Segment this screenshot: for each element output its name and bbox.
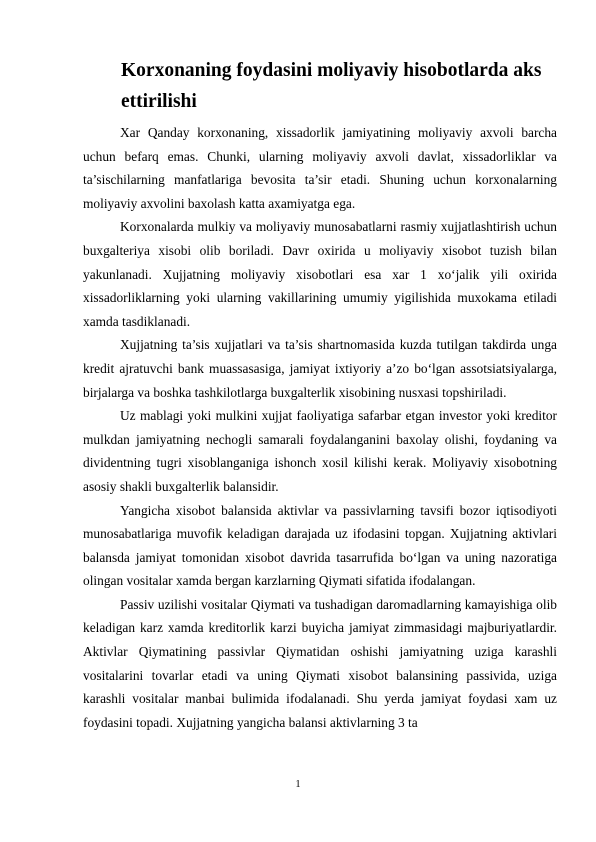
- paragraph-4: Uz mablagi yoki mulkini xujjat faoliyatiga safarbar etgan investor yoki kreditor mulkdan jamiyatning nechogli samarali foydalanganini baxolay olishi, foydaning va dividentning tugri xisoblanganiga ishonch xosil kilishi kerak. Moliyaviy xisobotning asosiy shakli buxgalterlik balansidir.: [83, 408, 557, 494]
- paragraph-6: Passiv uzilishi vositalar Qiymati va tushadigan daromadlarning kamayishiga olib keladigan karz xamda kreditorlik karzi buyicha jamiyat zimmasidagi majburiyatlardir. Aktivlar Qiymatining passivlar Qiymatidan oshishi jamiyatning uziga karashli vositalarini tovarlar etadi va uning Qiymati xisobot balansining passivida, uziga karashli vositalar manbai bulimida ifodalanadi. Shu yerda jamiyat foydasi xam uz foydasini topadi. Xujjatning yangicha balansi aktivlarning 3 ta: [83, 596, 557, 730]
- page-number: 1: [295, 779, 301, 790]
- page-title: Korxonaning foydasini moliyaviy hisobotlarda aks ettirilishi: [121, 60, 542, 112]
- paragraph-3: Xujjatning ta’sis xujjatlari va ta’sis shartnomasida kuzda tutilgan takdirda unga kredit ajratuvchi bank muassasasiga, jamiyat ixtiyoriy a’zo bo‘lgan assotsiatsiyalarga, birjalarga va boshka tashkilotlarga buxgalterlik xisobining nusxasi topshiriladi.: [83, 337, 557, 400]
- body-text: [83, 121, 557, 734]
- paragraph-2: Korxonalarda mulkiy va moliyaviy munosabatlarni rasmiy xujjatlashtirish uchun buxgalteriya xisobi olib boriladi. Davr oxirida u moliyaviy xisobot tuzish bilan yakunlanadi. Xujjatning moliyaviy xisobotlari esa xar 1 xo‘jalik yili oxirida xissadorliklarning yoki ularning vakillarining umumiy yigilishida muxokama etiladi xamda tasdiklanadi.: [83, 219, 557, 329]
- paragraph-1: Xar Qanday korxonaning, xissadorlik jamiyatining moliyaviy axvoli barcha uchun befarq emas. Chunki, ularning moliyaviy axvoli davlat, xissadorliklar va ta’sischilarning manfatlariga bevosita ta’sir etadi. Shuning uchun korxonalarning moliyaviy axvolini baxolash katta axamiyatga ega.: [83, 125, 557, 211]
- paragraph-5: Yangicha xisobot balansida aktivlar va passivlarning tavsifi bozor iqtisodiyoti munosabatlariga muvofik keladigan darajada uz ifodasini topgan. Xujjatning aktivlari balansda jamiyat tomonidan xisobot davrida tasarrufida bo‘lgan va uning nazoratiga olingan vositalar xamda bergan karzlarning Qiymati sifatida ifodalangan.: [83, 502, 557, 589]
